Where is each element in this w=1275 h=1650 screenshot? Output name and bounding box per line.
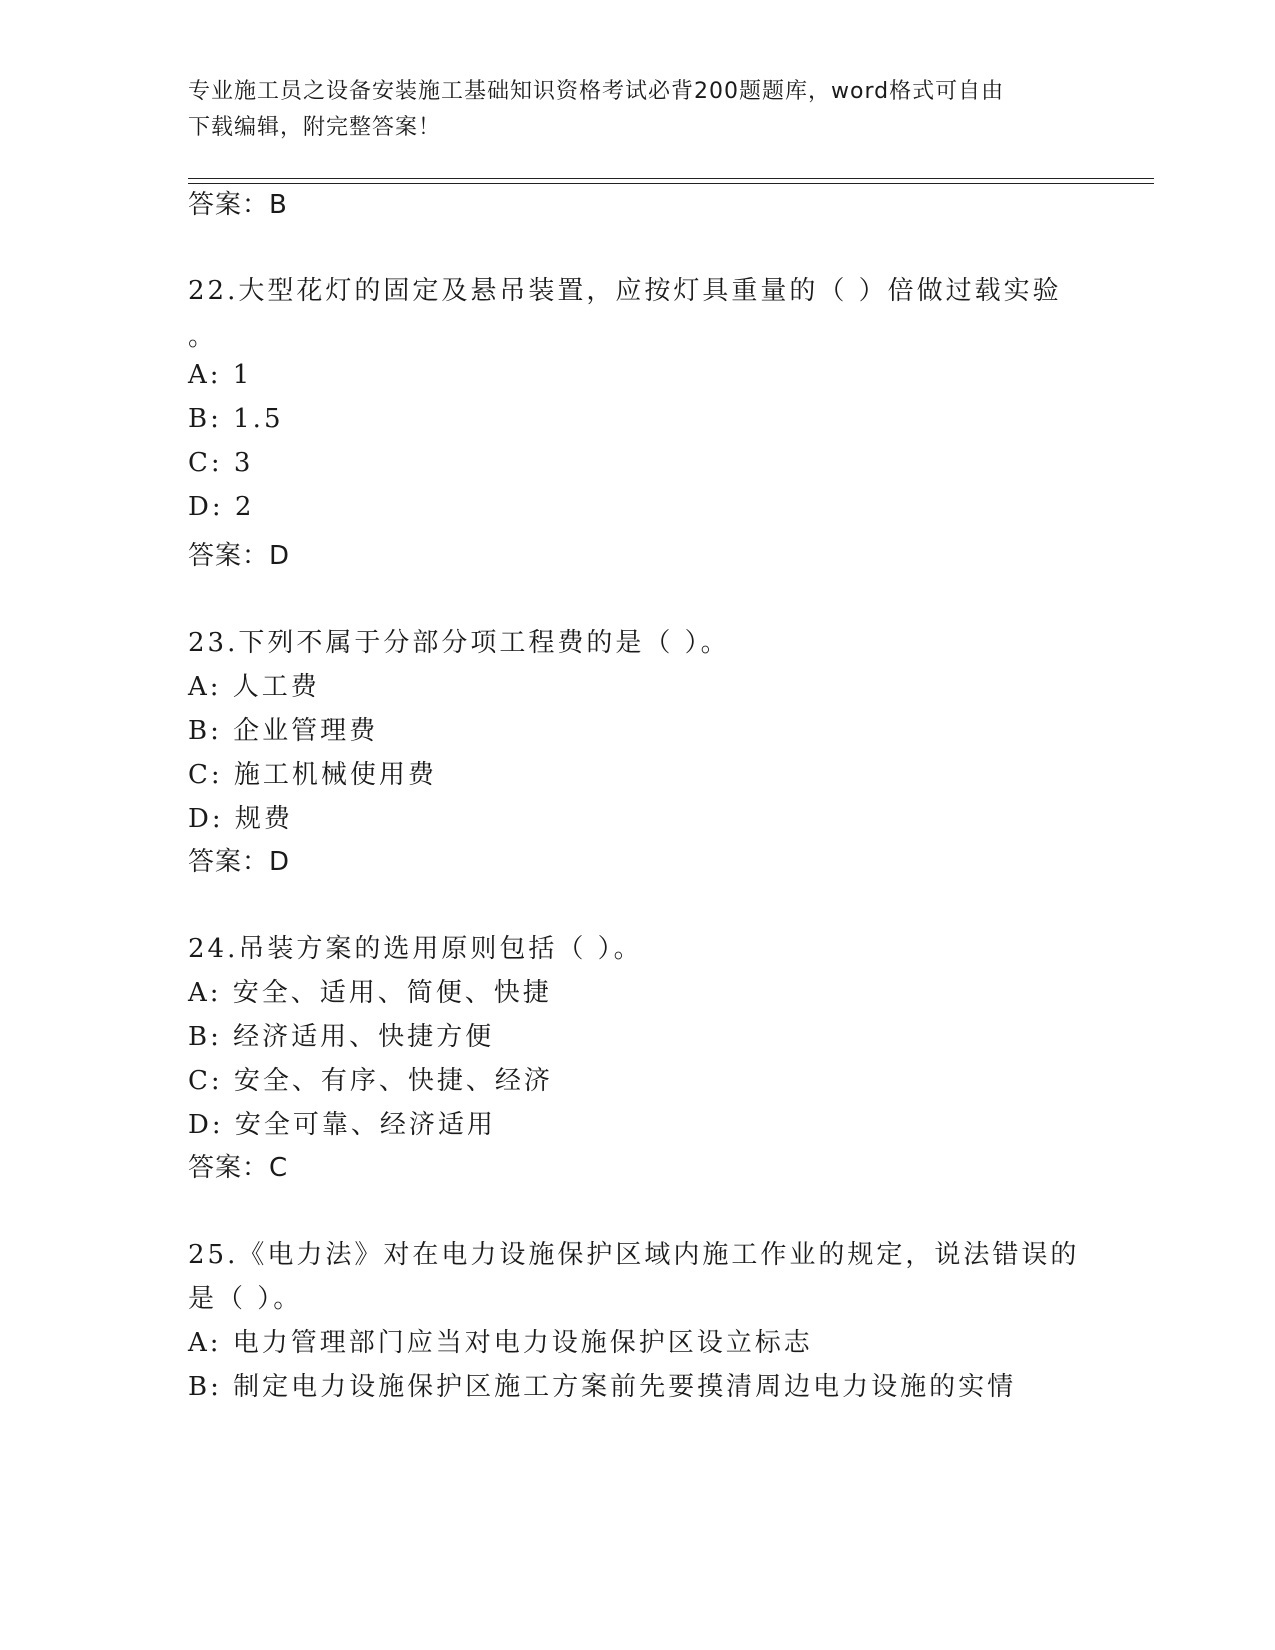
header-line-2: 下载编辑，附完整答案！ [188,115,442,140]
question-24-option-a: A: 安全、适用、简便、快捷 [188,978,552,1008]
question-22-option-a: A: 1 [188,360,253,390]
question-25-stem-line-1: 25.《电力法》对在电力设施保护区域内施工作业的规定，说法错误的 [188,1240,1080,1270]
question-25-option-a: A: 电力管理部门应当对电力设施保护区设立标志 [188,1328,813,1358]
question-25-option-b: B: 制定电力设施保护区施工方案前先要摸清周边电力设施的实情 [188,1372,1017,1402]
question-24-stem-line-1: 24.吊装方案的选用原则包括（ ）。 [188,934,643,964]
question-23-option-a: A: 人工费 [188,672,320,702]
question-23-stem-line-1: 23.下列不属于分部分项工程费的是（ ）。 [188,628,730,658]
question-24-option-c: C: 安全、有序、快捷、经济 [188,1066,553,1096]
header-divider-bottom [188,183,1154,184]
document-header [188,74,1088,146]
question-23-option-b: B: 企业管理费 [188,716,379,746]
question-22-stem-line-1: 22.大型花灯的固定及悬吊装置，应按灯具重量的（ ）倍做过载实验 [188,276,1062,306]
question-23-option-d: D: 规费 [188,804,293,834]
question-22-answer: 答案：D [188,541,291,571]
header-divider-top [188,178,1154,179]
question-24-option-d: D: 安全可靠、经济适用 [188,1110,496,1140]
question-24-answer: 答案：C [188,1153,289,1183]
question-25-stem-line-2: 是（ ）。 [188,1284,303,1314]
question-22-option-c: C: 3 [188,448,254,478]
question-22-option-d: D: 2 [188,492,255,522]
question-22-stem-line-2: 。 [188,322,218,352]
header-line-1: 专业施工员之设备安装施工基础知识资格考试必背200题题库，word格式可自由 [188,79,1005,104]
question-23-answer: 答案：D [188,847,291,877]
question-22-option-b: B: 1.5 [188,404,284,434]
question-23-option-c: C: 施工机械使用费 [188,760,437,790]
previous-answer: 答案：B [188,190,288,220]
question-24-option-b: B: 经济适用、快捷方便 [188,1022,495,1052]
